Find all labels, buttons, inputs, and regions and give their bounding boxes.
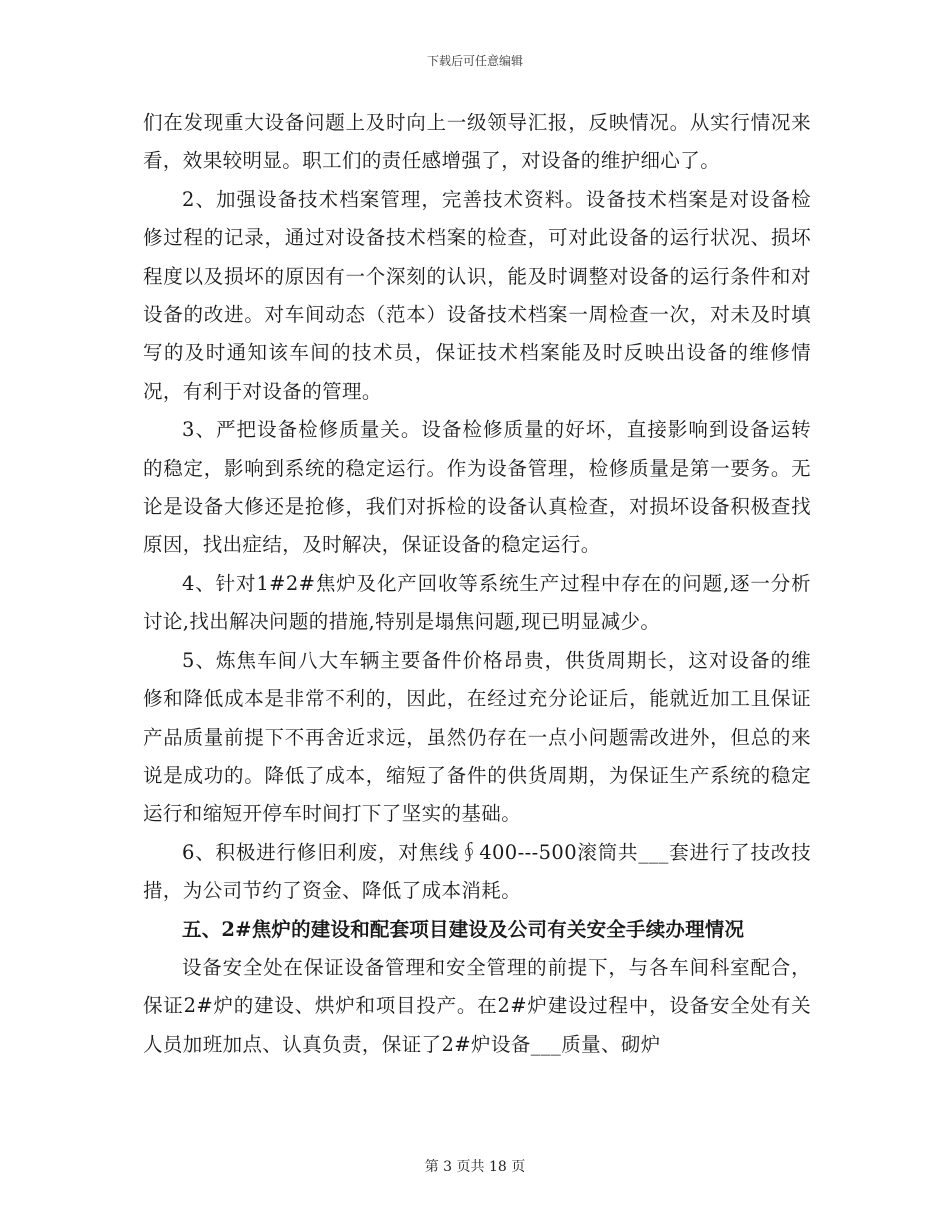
paragraph-item-4: 4、针对1#2#焦炉及化产回收等系统生产过程中存在的问题,逐一分析讨论,找出解决问题的措施,特别是塌焦问题,现已明显减少。	[143, 571, 811, 634]
page-footer: 第 3 页共 18 页	[424, 1159, 526, 1175]
paragraph-continuation: 们在发现重大设备问题上及时向上一级领导汇报，反映情况。从实行情况来看，效果较明显。职工们的责任感增强了，对设备的维护细心了。	[143, 111, 811, 173]
paragraph-item-5: 5、炼焦车间八大车辆主要备件价格昂贵，供货周期长，这对设备的维修和降低成本是非常不利的，因此，在经过充分论证后，能就近加工且保证产品质量前提下不再舍近求远，虽然仍存在一点小问题需改进外，但总的来说是成功的。降低了成本，缩短了备件的供货周期，为保证生产系统的稳定运行和缩短开停车时间打下了坚实的基础。	[143, 648, 811, 826]
section-paragraph: 设备安全处在保证设备管理和安全管理的前提下，与各车间科室配合，保证2#炉的建设、烘炉和项目投产。在2#炉建设过程中，设备安全处有关人员加班加点、认真负责，保证了2#炉设备___质量、砌炉	[143, 955, 811, 1056]
section-heading: 五、2#焦炉的建设和配套项目建设及公司有关安全手续办理情况	[182, 917, 745, 941]
document-body	[143, 104, 811, 1064]
page-header: 下载后可任意编辑	[426, 54, 523, 68]
paragraph-item-3: 3、严把设备检修质量关。设备检修质量的好坏，直接影响到设备运转的稳定，影响到系统的稳定运行。作为设备管理，检修质量是第一要务。无论是设备大修还是抢修，我们对拆检的设备认真检查，对损坏设备积极查找原因，找出症结，及时解决，保证设备的稳定运行。	[143, 418, 811, 557]
paragraph-item-2: 2、加强设备技术档案管理，完善技术资料。设备技术档案是对设备检修过程的记录，通过对设备技术档案的检查，可对此设备的运行状况、损坏程度以及损坏的原因有一个深刻的认识，能及时调整对设备的运行条件和对设备的改进。对车间动态（范本）设备技术档案一周检查一次，对未及时填写的及时通知该车间的技术员，保证技术档案能及时反映出设备的维修情况，有利于对设备的管理。	[143, 187, 811, 403]
paragraph-item-6: 6、积极进行修旧利废，对焦线∮400---500滚筒共___套进行了技改技措，为公司节约了资金、降低了成本消耗。	[143, 840, 811, 903]
